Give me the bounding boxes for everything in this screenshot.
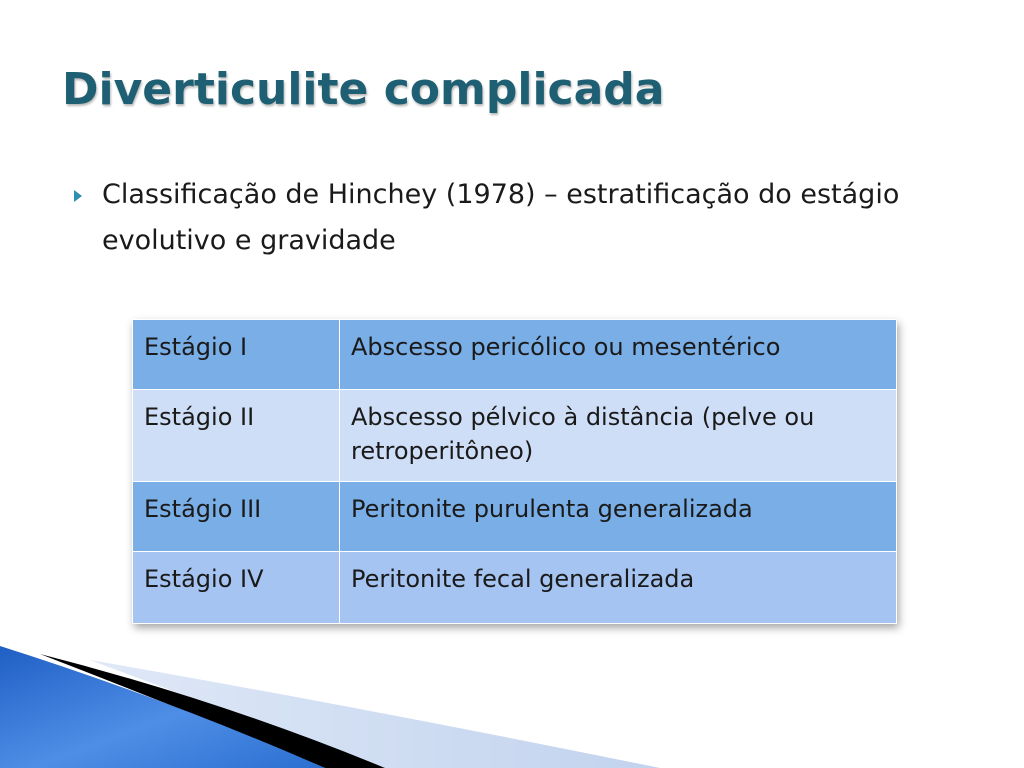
bullet-text: Classificação de Hinchey (1978) – estratificação do estágio evolutivo e gravidade: [102, 179, 900, 256]
stage-cell: Estágio II: [133, 390, 340, 482]
stage-cell: Estágio IV: [133, 552, 340, 624]
description-cell: Peritonite fecal generalizada: [340, 552, 897, 624]
description-cell: Peritonite purulenta generalizada: [340, 482, 897, 552]
description-cell: Abscesso pélvico à distância (pelve ou retroperitôneo): [340, 390, 897, 482]
table-row: [133, 552, 897, 624]
decorative-wave: [0, 620, 1024, 768]
table-row: [133, 320, 897, 390]
bullet-item: [74, 172, 914, 264]
slide-title: Diverticulite complicada: [62, 64, 665, 115]
stage-cell: Estágio I: [133, 320, 340, 390]
triangle-bullet-icon: [74, 190, 82, 202]
table-row: [133, 390, 897, 482]
hinchey-table: [132, 319, 897, 624]
description-cell: Abscesso pericólico ou mesentérico: [340, 320, 897, 390]
table-row: [133, 482, 897, 552]
stage-cell: Estágio III: [133, 482, 340, 552]
